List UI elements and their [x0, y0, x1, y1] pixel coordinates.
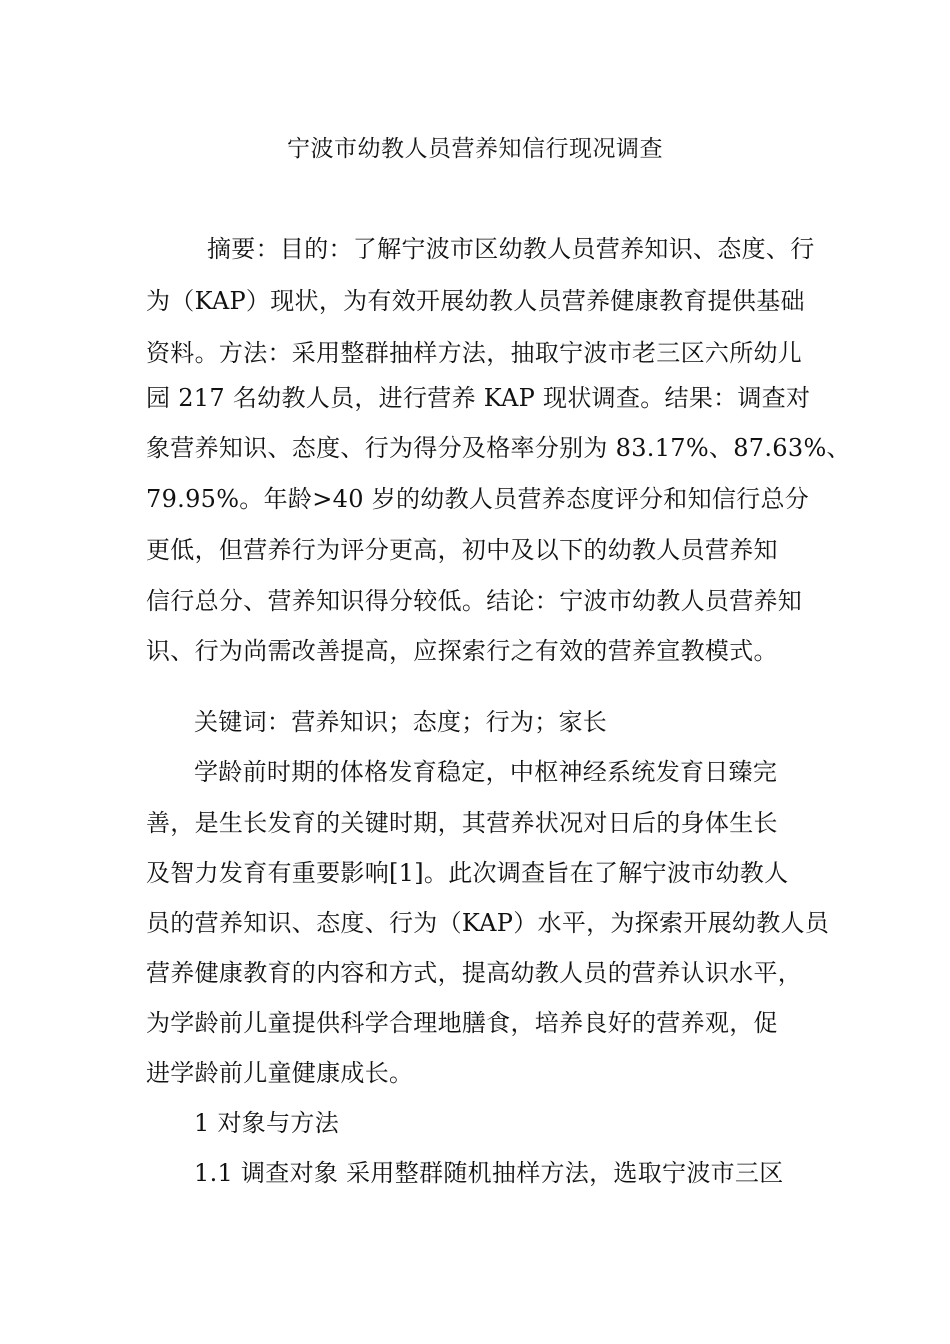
abstract-line: 园 217 名幼教人员，进行营养 KAP 现状调查。结果：调查对 [146, 384, 811, 412]
abstract-line: 更低，但营养行为评分更高，初中及以下的幼教人员营养知 [146, 536, 778, 564]
abstract-line: 为（KAP）现状，为有效开展幼教人员营养健康教育提供基础 [146, 287, 805, 315]
intro-line: 营养健康教育的内容和方式，提高幼教人员的营养认识水平， [146, 959, 803, 987]
abstract-line: 79.95%。年龄>40 岁的幼教人员营养态度评分和知信行总分 [146, 485, 810, 513]
document-title: 宁波市幼教人员营养知信行现况调查 [287, 136, 663, 162]
intro-line: 及智力发育有重要影响[1]。此次调查旨在了解宁波市幼教人 [146, 859, 789, 887]
keywords-line: 关键词：营养知识；态度；行为；家长 [194, 708, 608, 736]
intro-line: 员的营养知识、态度、行为（KAP）水平，为探索开展幼教人员 [146, 909, 830, 937]
intro-line: 为学龄前儿童提供科学合理地膳食，培养良好的营养观，促 [146, 1009, 778, 1037]
intro-line: 进学龄前儿童健康成长。 [146, 1059, 414, 1087]
intro-line: 学龄前时期的体格发育稳定，中枢神经系统发育日臻完 [194, 758, 778, 786]
intro-line: 善，是生长发育的关键时期，其营养状况对日后的身体生长 [146, 809, 778, 837]
abstract-line: 象营养知识、态度、行为得分及格率分别为 83.17%、87.63%、 [146, 434, 851, 462]
abstract-line: 信行总分、营养知识得分较低。结论：宁波市幼教人员营养知 [146, 587, 803, 615]
section-heading: 1 对象与方法 [194, 1109, 339, 1137]
abstract-line: 识、行为尚需改善提高，应探索行之有效的营养宣教模式。 [146, 637, 778, 665]
abstract-line: 资料。方法：采用整群抽样方法，抽取宁波市老三区六所幼儿 [146, 339, 803, 367]
abstract-line: 摘要：目的：了解宁波市区幼教人员营养知识、态度、行 [207, 235, 815, 263]
subsection-line: 1.1 调查对象 采用整群随机抽样方法，选取宁波市三区 [194, 1159, 784, 1187]
